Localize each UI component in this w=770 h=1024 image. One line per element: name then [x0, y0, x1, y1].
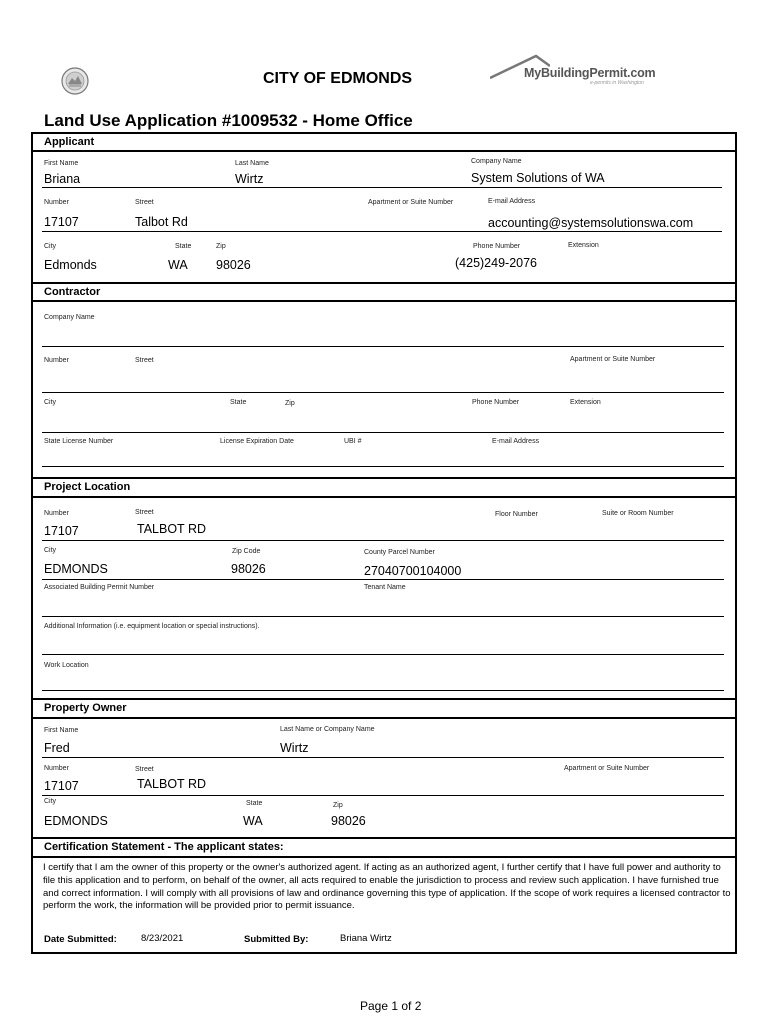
field-underline [42, 231, 722, 232]
contractor-number-label: Number [44, 357, 69, 364]
owner-first-name-value: Fred [44, 741, 70, 755]
field-underline [42, 346, 724, 347]
submitted-by-value: Briana Wirtz [340, 933, 392, 944]
field-underline [42, 466, 724, 467]
owner-last-name-value: Wirtz [280, 741, 309, 755]
field-underline [42, 690, 724, 691]
property-owner-heading: Property Owner [44, 702, 127, 714]
ubi-label: UBI # [344, 438, 362, 445]
section-divider [31, 150, 737, 152]
owner-state-value: WA [243, 814, 263, 828]
section-divider [31, 717, 737, 719]
section-divider [31, 856, 737, 858]
state-value: WA [168, 258, 188, 272]
owner-city-value: EDMONDS [44, 814, 108, 828]
email-label: E-mail Address [488, 198, 536, 205]
first-name-label: First Name [44, 160, 79, 167]
last-name-label: Last Name [235, 160, 269, 167]
phone-value: (425)249-2076 [455, 256, 538, 270]
owner-state-label: State [246, 800, 263, 807]
owner-last-name-label: Last Name or Company Name [280, 726, 375, 733]
project-zip-label: Zip Code [232, 548, 261, 555]
owner-number-value: 17107 [44, 779, 79, 793]
contractor-extension-label: Extension [570, 399, 601, 406]
section-divider [31, 837, 737, 839]
applicant-heading: Applicant [44, 136, 95, 148]
section-divider [31, 477, 737, 479]
contractor-apt-label: Apartment or Suite Number [570, 356, 656, 363]
field-underline [42, 579, 724, 580]
number-label: Number [44, 199, 69, 206]
section-divider [31, 698, 737, 700]
first-name-value: Briana [44, 172, 81, 186]
last-name-value: Wirtz [235, 172, 264, 186]
license-exp-label: License Expiration Date [220, 438, 294, 445]
floor-number-label: Floor Number [495, 511, 538, 518]
project-street-label: Street [135, 509, 154, 516]
application-title: Land Use Application #1009532 - Home Office [44, 111, 413, 130]
zip-value: 98026 [216, 258, 251, 272]
contractor-company-label: Company Name [44, 314, 95, 321]
phone-label: Phone Number [473, 243, 521, 250]
work-location-label: Work Location [44, 662, 89, 669]
contractor-city-label: City [44, 399, 57, 406]
owner-street-label: Street [135, 766, 154, 773]
certification-statement: I certify that I am the owner of this property or the owner's authorized agent. If acting as an authorized agent, I further certify that I have full power and authority to file this application and to perform, on behalf of the owner, all acts required to enable the jurisdiction to process and review such application. I have furnished true and correct information. I will comply with all provisions of law and ordinance governing this type of application. If the scope of work requires a licensed contractor to perform the work, the information will be provided prior to permit issuance. [43, 862, 731, 912]
email-value: accounting@systemsolutionswa.com [488, 216, 694, 230]
suite-room-label: Suite or Room Number [602, 510, 674, 517]
owner-zip-label: Zip [333, 802, 343, 809]
owner-street-value: TALBOT RD [137, 777, 206, 791]
field-underline [42, 757, 724, 758]
owner-first-name-label: First Name [44, 727, 79, 734]
section-divider [31, 496, 737, 498]
city-value: Edmonds [44, 258, 97, 272]
project-location-heading: Project Location [44, 481, 131, 493]
certification-heading: Certification Statement - The applicant states: [44, 841, 284, 853]
number-value: 17107 [44, 215, 79, 229]
owner-city-label: City [44, 798, 57, 805]
project-number-label: Number [44, 510, 69, 517]
project-street-value: TALBOT RD [137, 522, 206, 536]
field-underline [42, 432, 724, 433]
contractor-zip-label: Zip [285, 400, 295, 407]
mybuildingpermit-logo: MyBuildingPermit.com e-permits in Washington [490, 54, 660, 88]
owner-zip-value: 98026 [331, 814, 366, 828]
contractor-email-label: E-mail Address [492, 438, 540, 445]
project-number-value: 17107 [44, 524, 79, 538]
extension-label: Extension [568, 242, 599, 249]
field-underline [42, 795, 724, 796]
contractor-state-label: State [230, 399, 247, 406]
submitted-by-label: Submitted By: [244, 934, 309, 945]
page-number: Page 1 of 2 [360, 999, 422, 1013]
date-submitted-label: Date Submitted: [44, 934, 117, 945]
city-title: CITY OF EDMONDS [263, 70, 413, 87]
street-value: Talbot Rd [135, 215, 188, 229]
date-submitted-value: 8/23/2021 [141, 933, 184, 944]
state-label: State [175, 243, 192, 250]
project-city-value: EDMONDS [44, 562, 108, 576]
section-divider [31, 282, 737, 284]
company-name-value: System Solutions of WA [471, 171, 605, 185]
owner-apt-label: Apartment or Suite Number [564, 765, 650, 772]
tenant-name-label: Tenant Name [364, 584, 406, 591]
field-underline [42, 540, 724, 541]
parcel-number-value: 27040700104000 [364, 564, 462, 578]
company-name-label: Company Name [471, 158, 522, 165]
license-number-label: State License Number [44, 438, 114, 445]
field-underline [42, 392, 724, 393]
parcel-number-label: County Parcel Number [364, 549, 435, 556]
project-zip-value: 98026 [231, 562, 266, 576]
field-underline [42, 187, 722, 188]
owner-number-label: Number [44, 765, 69, 772]
contractor-street-label: Street [135, 357, 154, 364]
apt-suite-label: Apartment or Suite Number [368, 199, 454, 206]
city-label: City [44, 243, 57, 250]
assoc-permit-label: Associated Building Permit Number [44, 584, 155, 591]
city-seal-logo [60, 64, 90, 98]
additional-info-label: Additional Information (i.e. equipment location or special instructions). [44, 623, 260, 630]
project-city-label: City [44, 547, 57, 554]
zip-label: Zip [216, 243, 226, 250]
field-underline [42, 616, 724, 617]
street-label: Street [135, 199, 154, 206]
form-frame [31, 132, 737, 954]
field-underline [42, 654, 724, 655]
section-divider [31, 300, 737, 302]
contractor-heading: Contractor [44, 286, 101, 298]
contractor-phone-label: Phone Number [472, 399, 520, 406]
